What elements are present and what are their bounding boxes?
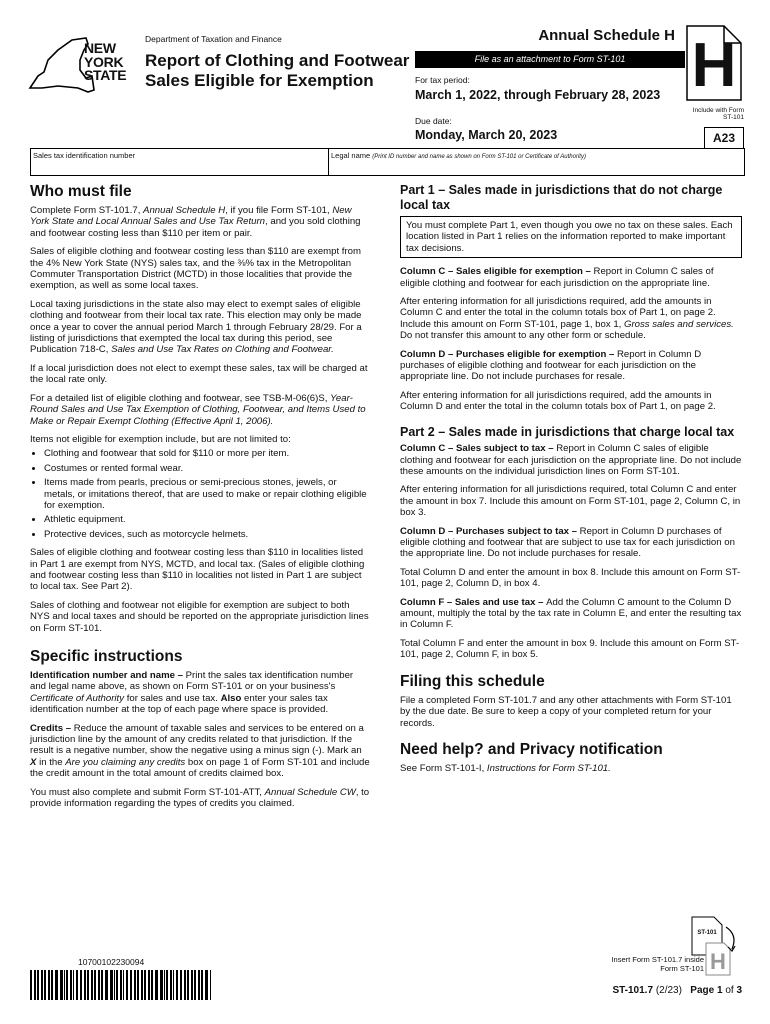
barcode-bar <box>84 970 86 1000</box>
barcode-bar <box>70 970 72 1000</box>
help: See Form ST-101-I, Instructions for Form ST-101. <box>400 762 611 774</box>
insert-icon-form: ST-101 <box>697 930 717 936</box>
barcode-bar <box>60 970 63 1000</box>
barcode-bar <box>64 970 65 1000</box>
schedule-h-letter: H <box>691 31 737 100</box>
barcode-bar <box>151 970 153 1000</box>
barcode-bar <box>198 970 200 1000</box>
p1c: Column C – Sales eligible for exemption – Report in Column C sales of eligible clothing and footwear for each jurisdiction on the appropriate line. <box>400 266 714 289</box>
barcode-bar <box>80 970 82 1000</box>
form-id: ST-101.7 <box>612 985 654 996</box>
p2c: Column C – Sales subject to tax – Report in Column C sales of eligible clothing and footwear for each jurisdiction on the appropriate line. Do not include these amounts on the individual jurisdiction lines on Form ST-101. <box>400 443 742 477</box>
schedule-h-icon <box>686 25 742 101</box>
form-rev: (2/23) <box>655 985 682 996</box>
barcode-bar <box>123 970 124 1000</box>
list-item: • Costumes or rented formal wear. <box>44 463 370 474</box>
not-eligible-list <box>30 448 370 540</box>
logo-line-2: YORK <box>84 53 124 70</box>
part2-heading: Part 2 – Sales made in jurisdictions that charge local tax <box>400 424 735 439</box>
att: You must also complete and submit Form ST-101-ATT, Annual Schedule CW, to provide information regarding the types of credits you claimed. <box>30 786 370 810</box>
barcode-bar <box>170 970 172 1000</box>
barcode-bar <box>44 970 46 1000</box>
legal-name-field[interactable] <box>329 149 744 175</box>
sales-tax-id-field[interactable] <box>31 149 329 175</box>
who-p1: Complete Form ST-101.7, Annual Schedule H, if you file Form ST-101, New York State and Local Annual Sales and Use Tax Return, and you sold clothing and footwear costing less than $110 per item or pair. <box>30 205 361 239</box>
list-item: • Protective devices, such as motorcycle helmets. <box>44 529 370 540</box>
barcode-bar <box>91 970 93 1000</box>
barcode-bar <box>37 970 39 1000</box>
insert-icon-letter: H <box>710 949 726 974</box>
right-column <box>400 183 742 781</box>
who-p6: Items not eligible for exemption include, but are not limited to: <box>30 433 291 445</box>
barcode-bar <box>187 970 189 1000</box>
legal-name-hint: (Print ID number and name as shown on Form ST-101 or Certificate of Authority) <box>372 154 586 160</box>
barcode-bar <box>148 970 150 1000</box>
p1c-total: After entering information for all jurisdictions required, add the amounts in Column C and enter the total in the column totals box of Part 1, on page 2. Include this amount on Form ST-101, page 1, box 1, Gross sales and services. Do not transfer this amount to any other form or schedule. <box>400 296 734 342</box>
sales-tax-id-label: Sales tax identification number <box>33 151 136 160</box>
barcode-bar <box>105 970 108 1000</box>
barcode-bar <box>164 970 165 1000</box>
p2f-total: Total Column F and enter the amount in box 9. Include this amount on Form ST-101, page 2, Column F, in box 5. <box>400 637 740 661</box>
title-line-1: Report of Clothing and Footwear <box>145 51 410 70</box>
filing: File a completed Form ST-101.7 and any other attachments with Form ST-101 by the due date. Be sure to keep a copy of your completed return for your records. <box>400 694 732 729</box>
barcode-bar <box>144 970 146 1000</box>
barcode-bar <box>160 970 163 1000</box>
page-footer <box>540 985 742 996</box>
barcode-bar <box>210 970 211 1000</box>
legal-name-label: Legal name <box>331 151 371 160</box>
who-p3: Local taxing jurisdictions in the state also may elect to exempt sales of eligible clothing and footwear from their local tax rate. This election may only be made once a year to cover the annual period March 1 through February 28/29. For a listing of jurisdictions that exempted the local tax during this period, see Publication 718-C, Sales and Use Tax Rates on Clothing and Footwear. <box>30 298 362 356</box>
part1-heading: Part 1 – Sales made in jurisdictions that do not charge local tax <box>400 183 723 212</box>
logo-line-3: STATE <box>84 67 127 83</box>
barcode-bar <box>166 970 168 1000</box>
barcode-bar <box>87 970 89 1000</box>
barcode-bar <box>173 970 174 1000</box>
department: Department of Taxation and Finance <box>145 34 282 44</box>
left-column <box>30 183 370 816</box>
page-total: 3 <box>736 985 742 996</box>
page-word: Page <box>690 985 715 996</box>
help-heading: Need help? and Privacy notification <box>400 740 663 758</box>
barcode-bar <box>137 970 139 1000</box>
part1-note: You must complete Part 1, even though you owe no tax on these sales. Each location listed in Part 1 relies on the information reported to make important tax decisions. <box>400 216 742 258</box>
insert-note: Insert Form ST-101.7 inside Form ST-101 <box>611 955 704 973</box>
form-title <box>145 51 415 91</box>
barcode-bar <box>48 970 50 1000</box>
barcode-bar <box>66 970 68 1000</box>
barcode-bar <box>205 970 208 1000</box>
include-note: Include with Form ST-101 <box>692 107 744 121</box>
due-date: Monday, March 20, 2023 <box>415 128 558 142</box>
who-p2: Sales of eligible clothing and footwear costing less than $110 are exempt from the 4% New York State (NYS) sales tax, and the ⅜% tax in the Metropolitan Commuter Transportation District (MCTD) in those localities that provide the exemption, as well as some local taxes. <box>30 246 361 292</box>
barcode-bar <box>98 970 100 1000</box>
barcode-bar <box>51 970 53 1000</box>
barcode-bar <box>73 970 74 1000</box>
who-p4: If a local jurisdiction does not elect to exempt these sales, tax will be charged at the local rate only. <box>30 362 368 386</box>
barcode-bar <box>191 970 193 1000</box>
barcode-bar <box>120 970 122 1000</box>
barcode <box>30 970 211 1000</box>
barcode-bar <box>126 970 128 1000</box>
barcode-bar <box>116 970 118 1000</box>
p2d-total: Total Column D and enter the amount in box 8. Include this amount on Form ST-101, page 2, Column D, in box 4. <box>400 566 741 590</box>
barcode-bar <box>41 970 43 1000</box>
list-item: • Items made from pearls, precious or semi-precious stones, jewels, or metals, or imitations thereof, that are used to make or repair clothing eligible for exemption. <box>44 477 370 511</box>
specific-instructions-heading: Specific instructions <box>30 648 183 665</box>
who-p8: Sales of clothing and footwear not eligible for exemption are subject to both NYS and local taxes and should be reported on the appropriate jurisdiction lines on Form ST-101. <box>30 599 369 634</box>
barcode-bar <box>94 970 96 1000</box>
barcode-bar <box>101 970 103 1000</box>
id-row <box>30 148 745 176</box>
p1d-total: After entering information for all jurisdictions required, add the amounts in Column D and enter the total in the column totals box of Part 1, on page 2. <box>400 389 716 413</box>
tax-period: March 1, 2022, through February 28, 2023 <box>415 88 661 102</box>
barcode-bar <box>30 970 32 1000</box>
page-num: 1 <box>716 985 723 996</box>
p2c-total: After entering information for all jurisdictions required, total Column C and enter the amount in box 7. Include this amount on Form ST-101, page 2, Column C, in box 3. <box>400 484 741 519</box>
title-line-2: Sales Eligible for Exemption <box>145 71 374 90</box>
barcode-bar <box>155 970 158 1000</box>
nys-logo <box>28 30 138 102</box>
barcode-bar <box>184 970 186 1000</box>
barcode-bar <box>114 970 115 1000</box>
p2f: Column F – Sales and use tax – Add the Column C amount to the Column D amount, multiply the total by the tax rate in Column E, and enter the resulting tax in Column F. <box>400 596 742 631</box>
barcode-bar <box>34 970 36 1000</box>
p1d: Column D – Purchases eligible for exemption – Report in Column D purchases of eligible clothing and footwear for each jurisdiction on the appropriate line. Do not include purchases for resale. <box>400 348 702 383</box>
due-date-label: Due date: <box>415 116 452 126</box>
who-must-file-heading: Who must file <box>30 183 132 200</box>
p2d: Column D – Purchases subject to tax – Report in Column D purchases of eligible clothing and footwear that are subject to use tax for each jurisdiction on the appropriate line. Do not include purchases for resale. <box>400 525 735 560</box>
spec-id: Identification number and name – Print the sales tax identification number and legal name above, as shown on Form ST-101 or on your business's Certificate of Authority for sales and use tax. Also enter your sales tax identification number at the top of each page where space is provided. <box>30 670 354 716</box>
barcode-bar <box>134 970 136 1000</box>
barcode-bar <box>130 970 132 1000</box>
who-p5: For a detailed list of eligible clothing and footwear, see TSB-M-06(6)S, Year-Round Sales and Use Tax Exemption of Clothing, Footwear, and Items Used to Make or Repair Exempt Clothing (Effective April 1, 2006). <box>30 392 366 427</box>
barcode-bar <box>176 970 178 1000</box>
barcode-bar <box>76 970 78 1000</box>
barcode-bar <box>110 970 113 1000</box>
attachment-banner: File as an attachment to Form ST-101 <box>415 51 685 68</box>
barcode-number: 10700102230094 <box>78 957 145 967</box>
barcode-bar <box>55 970 58 1000</box>
form-code: A23 <box>704 127 744 149</box>
filing-heading: Filing this schedule <box>400 672 545 690</box>
list-item: • Clothing and footwear that sold for $110 or more per item. <box>44 448 370 459</box>
barcode-bar <box>194 970 196 1000</box>
list-item: • Athletic equipment. <box>44 514 370 525</box>
credits: Credits – Reduce the amount of taxable sales and services to be entered on a jurisdiction line by the amount of any credits related to that jurisdiction. If the result is a negative number, show the negative using a minus sign (-). Mark an X in the Are you claiming any credits box on page 1 of Form ST-101 and include the credit amount in the total amount of credits claimed box. <box>30 722 370 780</box>
schedule-name: Annual Schedule H <box>538 27 675 44</box>
barcode-bar <box>141 970 143 1000</box>
tax-period-label: For tax period: <box>415 75 470 85</box>
logo-line-1: NEW <box>84 40 116 56</box>
barcode-bar <box>201 970 203 1000</box>
barcode-bar <box>180 970 182 1000</box>
who-p7: Sales of eligible clothing and footwear costing less than $110 in localities listed in Part 1 are exempt from NYS, MCTD, and local tax. (Sales of eligible clothing and footwear costing less than $110 in localities not listed in Part 1 are subject to local tax. See Part 2). <box>30 547 365 593</box>
of-word: of <box>725 985 734 996</box>
